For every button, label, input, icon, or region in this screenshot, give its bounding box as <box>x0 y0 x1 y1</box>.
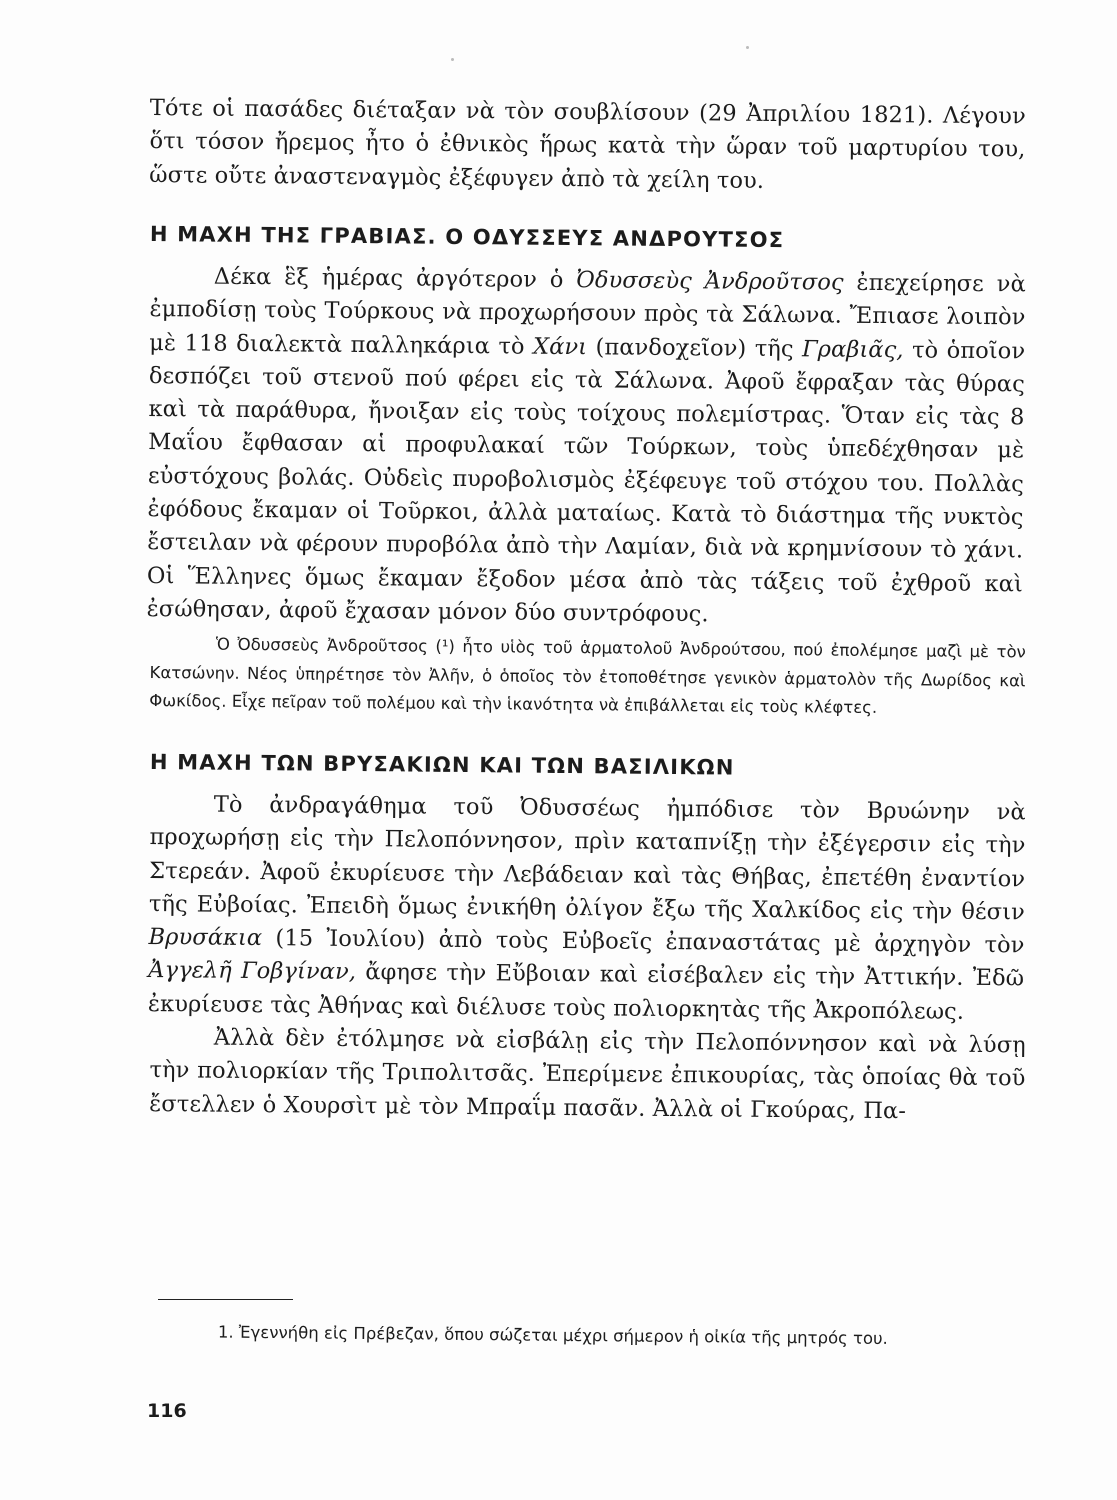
name-hani: Χάνι <box>532 333 588 360</box>
page-number: 116 <box>147 1400 187 1422</box>
paragraph-1: Τότε οἱ πασάδες διέταξαν νὰ τὸν σουβλίσουν (29 Ἀπριλίου 1821). Λέγουν ὅτι τόσον ἤρεμος ἦτο ὁ ἐθνικὸς ἥρως κατὰ τὴν ὥραν τοῦ μαρτυρίου του, ὥστε οὔτε ἀναστεναγμὸς ἐξέφυγεν ἀπὸ τὰ χείλη του. <box>149 94 1026 194</box>
name-gravia: Γραβιᾶς, <box>801 335 904 363</box>
name-angelis-govginas: Ἀγγελῆ Γοβγίναν, <box>148 957 357 986</box>
text-run: ἄφησε τὴν Εὔβοιαν καὶ εἰσέβαλεν εἰς τὴν Ἀττικήν. Ἐδῶ ἐκυρίευσε τὰς Ἀθήνας καὶ διέλυσε τοὺς πολιορκητὰς τῆς Ἀκροπόλεως. <box>147 959 1025 1025</box>
text-run: τὸ ὁποῖον δεσπόζει τοῦ στενοῦ πού φέρει εἰς τὰ Σάλωνα. Ἀφοῦ ἔφραξαν τὰς θύρας καὶ τὰ παράθυρα, ἤνοιξαν εἰς τοὺς τοίχους πολεμίστρας. Ὅταν εἰς τὰς 8 Μαΐου ἔφθασαν αἱ προφυλακαί τῶν Τούρκων, τοὺς ὑπεδέχθησαν μὲ εὐστόχους βολάς. Οὐδεὶς πυροβολισμὸς ἐξέφευγε τοῦ στόχου του. Πολλὰς ἐφόδους ἔκαμαν οἱ Τοῦρκοι, ἀλλὰ ματαίως. Κατὰ τὸ διάστημα τῆς νυκτὸς ἔστειλαν νὰ φέρουν πυροβόλα ἀπὸ τὴν Λαμίαν, διὰ νὰ κρημνίσουν τὸ χάνι. Οἱ Ἕλληνες ὅμως ἔκαμαν ἔξοδον μέσα ἀπὸ τὰς τάξεις τοῦ ἐχθροῦ καὶ ἐσώθησαν, ἀφοῦ ἔχασαν μόνον δύο συντρόφους. <box>146 336 1026 628</box>
scan-speck <box>451 58 454 61</box>
text-run: ἐπεχείρησε νὰ ἐμποδίσῃ τοὺς Τούρκους νὰ προχωρήσουν πρὸς τὰ Σάλωνα. Ἔπιασε λοιπὸν μὲ 118 διαλεκτὰ παλληκάρια τὸ <box>149 269 1026 360</box>
paragraph-4: Ἀλλὰ δὲν ἐτόλμησε νὰ εἰσβάλῃ εἰς τὴν Πελοπόννησον καὶ νὰ λύσῃ τὴν πολιορκίαν τῆς Τριπολιτσᾶς. Ἐπερίμενε ἐπικουρίας, τὰς ὁποίας θὰ τοῦ ἔστελλεν ὁ Χουρσὶτ μὲ τὸν Μπραΐμ πασᾶν. Ἀλλὰ οἱ Γκούρας, Πα- <box>149 1024 1026 1124</box>
paragraph-2 <box>146 260 1025 635</box>
page-body <box>146 92 1026 1124</box>
footnote: 1. Ἐγεννήθη εἰς Πρέβεζαν, ὅπου σώζεται μέχρι σήμερον ἡ οἰκία τῆς μητρός του. <box>217 1322 888 1348</box>
name-vrysakia: Βρυσάκια <box>148 924 263 952</box>
biography-note: Ὁ Ὀδυσσεὺς Ἀνδροῦτσος (¹) ἦτο υἱὸς τοῦ ἁρματολοῦ Ἀνδρούτσου, πού ἐπολέμησε μαζὶ μὲ τὸν Κατσώνην. Νέος ὑπηρέτησε τὸν Ἀλῆν, ὁ ὁποῖος τὸν ἐτοποθέτησε γενικὸν ἁρματολὸν τῆς Δωρίδος καὶ Φωκίδος. Εἶχε πεῖραν τοῦ πολέμου καὶ τὴν ἱκανότητα νὰ ἐπιβάλλεται εἰς τοὺς κλέφτες. <box>149 634 1026 718</box>
name-odysseus: Ὀδυσσεὺς Ἀνδροῦτσος <box>576 266 844 296</box>
footnote-divider <box>158 1299 293 1300</box>
section-heading-vrysakia: Η ΜΑΧΗ ΤΩΝ ΒΡΥΣΑΚΙΩΝ ΚΑΙ ΤΩΝ ΒΑΣΙΛΙΚΩΝ <box>149 749 735 780</box>
text-run: Τὸ ἀνδραγάθημα τοῦ Ὀδυσσέως ἠμπόδισε τὸν Βρυώνην νὰ προχωρήσῃ εἰς τὴν Πελοπόννησον, πρὶν καταπνίξῃ τὴν ἐξέγερσιν εἰς τὴν Στερεάν. Ἀφοῦ ἐκυρίευσε τὴν Λεβάδειαν καὶ τὰς Θήβας, ἐπετέθη ἐναντίον τῆς Εὐβοίας. Ἐπειδὴ ὅμως ἐνικήθη ὀλίγον ἔξω τῆς Χαλκίδος εἰς τὴν θέσιν <box>148 791 1026 926</box>
text-run: (15 Ἰουλίου) ἀπὸ τοὺς Εὐβοεῖς ἐπαναστάτας μὲ ἀρχηγὸν τὸν <box>262 925 1025 959</box>
scan-speck <box>746 46 749 49</box>
section-heading-gravia: Η ΜΑΧΗ ΤΗΣ ΓΡΑΒΙΑΣ. Ο ΟΔΥΣΣΕΥΣ ΑΝΔΡΟΥΤΣΟΣ <box>149 221 785 252</box>
text-run: (πανδοχεῖον) τῆς <box>587 333 803 362</box>
paragraph-3 <box>148 788 1026 1029</box>
text-run: Δέκα ἓξ ἡμέρας ἀργότερον ὁ <box>213 263 577 293</box>
